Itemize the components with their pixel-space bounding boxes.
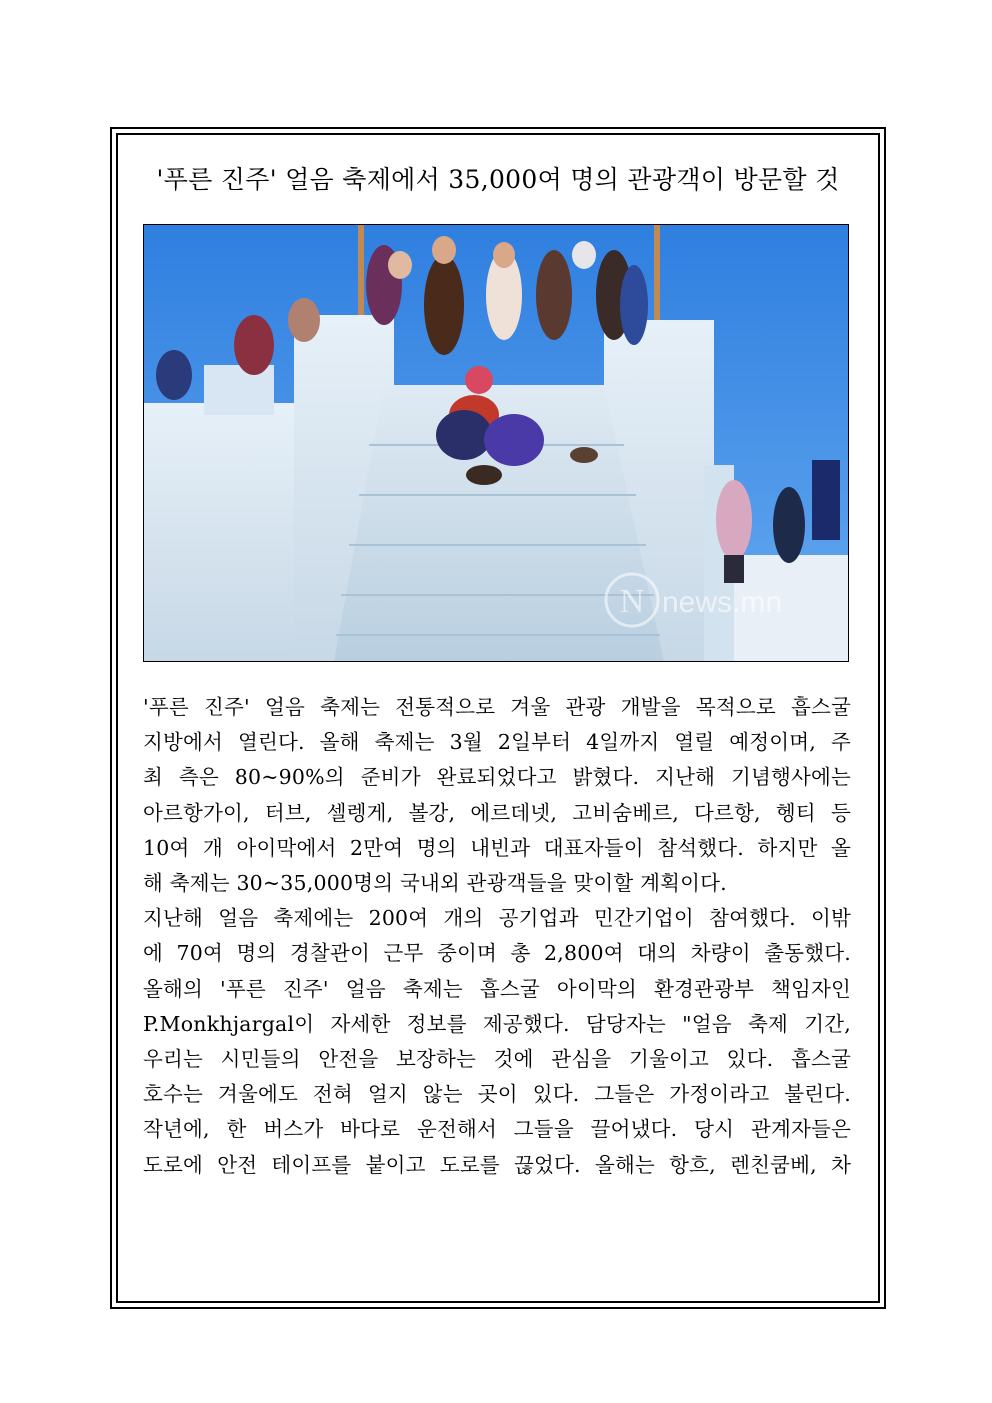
watermark-text: news.mn — [662, 586, 783, 619]
body-line: 작년에, 한 버스가 바다로 운전해서 그들을 끌어냈다. 당시 관계자들은 — [143, 1117, 851, 1142]
body-line: 지방에서 열린다. 올해 축제는 3월 2일부터 4일까지 열릴 예정이며, 주 — [143, 730, 851, 755]
body-line: 지난해 얼음 축제에는 200여 개의 공기업과 민간기업이 참여했다. 이밖 — [143, 906, 851, 931]
body-line: 최 측은 80~90%의 준비가 완료되었다고 밝혔다. 지난해 기념행사에는 — [143, 765, 851, 790]
body-line: 아르항가이, 터브, 셀렝게, 볼강, 에르데넷, 고비숨베르, 다르항, 헹티 등 — [143, 800, 851, 825]
article-body — [143, 690, 851, 1183]
body-line: 호수는 겨울에도 전혀 얼지 않는 곳이 있다. 그들은 가정이라고 불린다. — [143, 1082, 851, 1107]
body-line: '푸른 진주' 얼음 축제는 전통적으로 겨울 관광 개발을 목적으로 흡스굴 — [143, 695, 851, 719]
body-line: P.Monkhjargal이 자세한 정보를 제공했다. 담당자는 "얼음 축제 기간, — [143, 1011, 851, 1036]
body-line: 올해의 '푸른 진주' 얼음 축제는 흡스굴 아이막의 환경관광부 책임자인 — [143, 976, 851, 1001]
article-photo — [143, 224, 849, 662]
body-line: 해 축제는 30~35,000명의 국내외 관광객들을 맞이할 계획이다. — [143, 871, 727, 896]
body-line: 10여 개 아이막에서 2만여 명의 내빈과 대표자들이 참석했다. 하지만 올 — [143, 835, 851, 860]
article-title: '푸른 진주' 얼음 축제에서 35,000여 명의 관광객이 방문할 것 — [156, 165, 840, 194]
body-line: 도로에 안전 테이프를 붙이고 도로를 끊었다. 올해는 항흐, 렌친쿰베, 차 — [143, 1152, 851, 1177]
body-line: 우리는 시민들의 안전을 보장하는 것에 관심을 기울이고 있다. 흡스굴 — [143, 1047, 851, 1072]
body-line: 에 70여 명의 경찰관이 근무 중이며 총 2,800여 대의 차량이 출동했다. — [143, 941, 851, 966]
watermark-letter: N — [619, 583, 645, 620]
